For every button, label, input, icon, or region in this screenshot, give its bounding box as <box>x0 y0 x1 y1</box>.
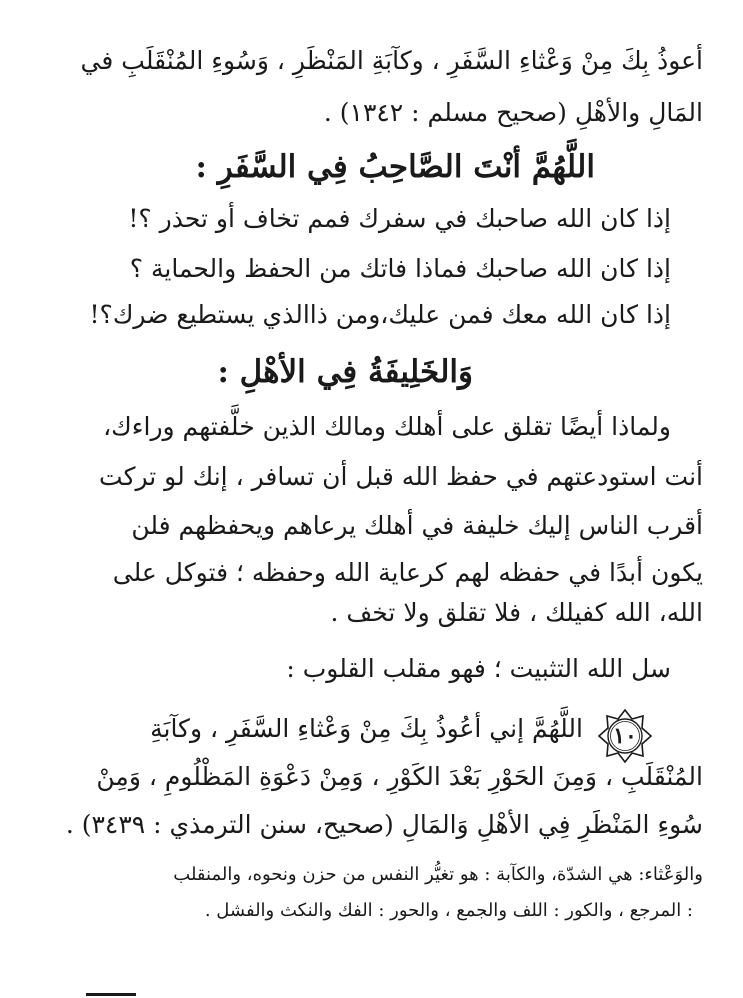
dua-line-2: المُنْقَلَبِ ، وَمِنَ الحَوْرِ بَعْدَ الكَوْرِ ، وَمِنْ دَعْوَةِ المَظْلُومِ ، وَمِنْ <box>96 762 703 791</box>
section1-line-2: إذا كان الله صاحبك فماذا فاتك من الحفظ والحماية ؟ <box>129 254 671 283</box>
section2-line-4: يكون أبدًا في حفظه لهم كرعاية الله وحفظه ؛ فتوكل على <box>112 558 703 587</box>
section2-line-2: أنت استودعتهم في حفظ الله قبل أن تسافر ، إنك لو تركت <box>99 462 703 491</box>
section-heading-family-guardian: وَالخَلِيفَةُ فِي الأهْلِ : <box>217 354 473 390</box>
intro-line-2: المَالِ والأهْلِ (صحيح مسلم : ١٣٤٢) . <box>323 98 703 127</box>
footnote-line-1: والوَعْثاء: هي الشدّة، والكآبة : هو تغيُّر النفس من حزن ونحوه، والمنقلب <box>173 864 703 885</box>
section2-line-5: الله، الله كفيلك ، فلا تقلق ولا تخف . <box>330 598 703 627</box>
section2-line-1: ولماذا أيضًا تقلق على أهلك ومالك الذين خلَّفتهم وراءك، <box>103 412 671 441</box>
dua-line-1: اللَّهُمَّ إني أعُوذُ بِكَ مِنْ وَعْثاءِ السَّفَرِ ، وكآبَةِ <box>150 714 583 743</box>
section2-line-3: أقرب الناس إليك خليفة في أهلك يرعاهم ويحفظهم فلن <box>131 511 703 540</box>
dua-number-badge <box>597 708 653 764</box>
footnote-line-2: : المرجع ، والكور : اللف والجمع ، والحور : الفك والنكث والفشل . <box>204 900 693 921</box>
dua-line-3: سُوءِ المَنْظَرِ فِي الأهْلِ وَالمَالِ (صحيح، سنن الترمذي : ٣٤٣٩) . <box>65 810 703 839</box>
section1-line-3: إذا كان الله معك فمن عليك،ومن ذاالذي يستطيع ضرك؟! <box>89 300 671 329</box>
section-heading-travel-companion: اللَّهُمَّ أنْتَ الصَّاحِبُ فِي السَّفَرِ : <box>195 149 595 185</box>
intro-line-1: أعوذُ بِكَ مِنْ وَعْثاءِ السَّفَرِ ، وكآبَةِ المَنْظَرِ ، وَسُوءِ المُنْقَلَبِ في <box>80 46 703 75</box>
footer-rule <box>86 993 136 996</box>
closing-line: سل الله التثبيت ؛ فهو مقلب القلوب : <box>286 654 671 683</box>
section1-line-1: إذا كان الله صاحبك في سفرك فمم تخاف أو تحذر ؟! <box>128 204 671 233</box>
dua-number: ١٠ <box>613 723 637 749</box>
